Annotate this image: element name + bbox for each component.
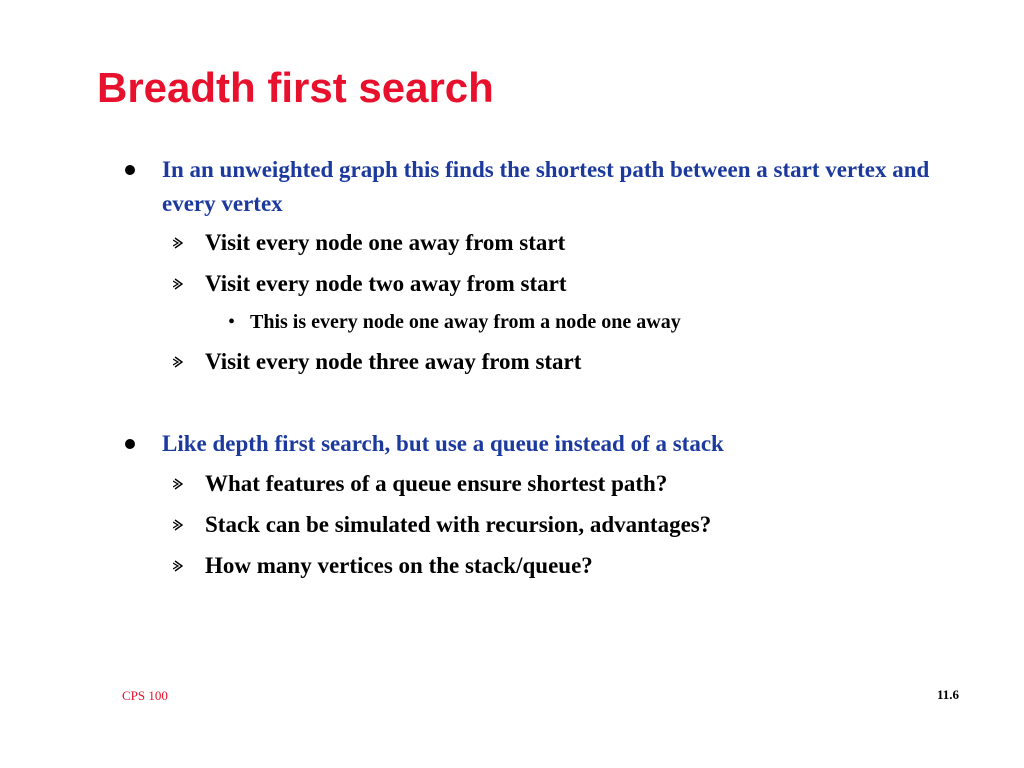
chevron-arrow-icon <box>0 277 205 296</box>
bullet-text: Like depth first search, but use a queue instead of a stack <box>162 431 724 456</box>
footer-page-number: 11.6 <box>936 687 959 702</box>
sub-sub-bullet-item <box>0 310 681 334</box>
sub-sub-bullet-text: This is every node one away from a node one away <box>250 311 681 333</box>
chevron-arrow-icon <box>0 559 205 578</box>
chevron-arrow-icon <box>0 518 205 537</box>
bullet-item <box>0 153 982 221</box>
small-dot-icon: • <box>228 311 236 333</box>
bullet-item <box>0 427 982 461</box>
sub-bullet-item <box>0 228 565 258</box>
chevron-arrow-icon <box>0 355 205 374</box>
sub-bullet-item <box>0 510 711 540</box>
chevron-arrow-icon <box>0 236 205 255</box>
sub-bullet-text: Visit every node three away from start <box>205 349 582 374</box>
bullet-text: In an unweighted graph this finds the shortest path between a start vertex and every vertex <box>162 157 930 216</box>
sub-bullet-item <box>0 551 593 581</box>
bullet-dot-icon <box>0 153 162 180</box>
sub-bullet-item <box>0 269 567 299</box>
sub-bullet-item <box>0 347 581 377</box>
bullet-dot-icon <box>0 427 162 454</box>
sub-bullet-text: How many vertices on the stack/queue? <box>205 553 593 578</box>
sub-bullet-text: Visit every node two away from start <box>205 271 567 296</box>
sub-bullet-text: What features of a queue ensure shortest path? <box>205 471 668 496</box>
footer-course-label: CPS 100 <box>122 688 168 703</box>
sub-bullet-text: Stack can be simulated with recursion, advantages? <box>205 512 712 537</box>
slide-title: Breadth first search <box>97 64 494 111</box>
sub-bullet-item <box>0 469 667 499</box>
chevron-arrow-icon <box>0 477 205 496</box>
sub-bullet-text: Visit every node one away from start <box>205 230 566 255</box>
